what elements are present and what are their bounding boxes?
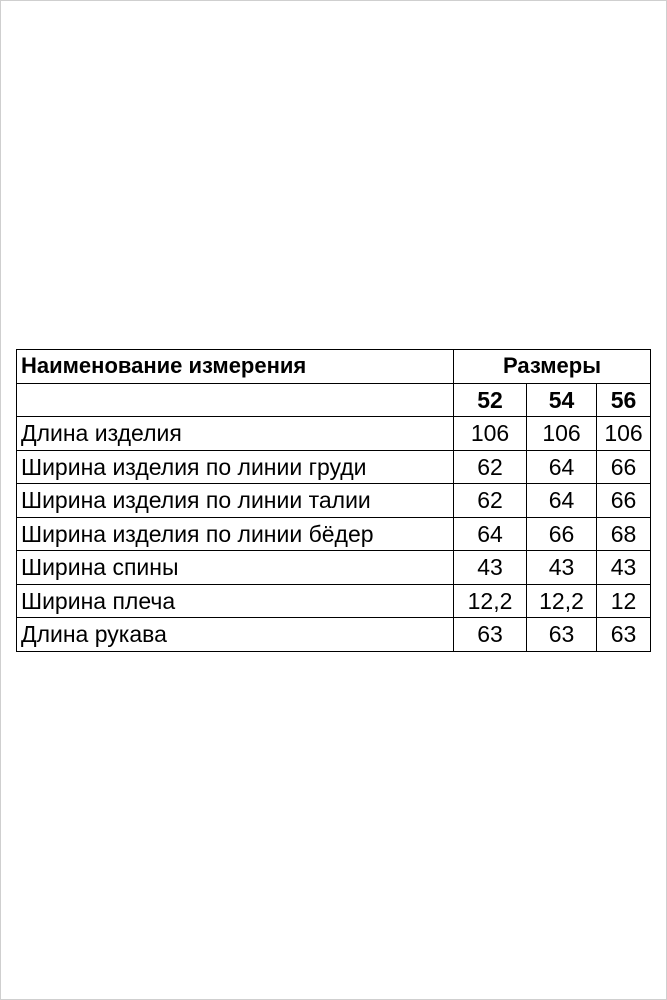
table-row	[17, 551, 651, 585]
measure-name: Ширина спины	[17, 551, 454, 585]
size-56-header: 56	[597, 383, 651, 417]
value-size-56: 66	[597, 484, 651, 518]
value-size-56: 106	[597, 417, 651, 451]
measure-name: Длина изделия	[17, 417, 454, 451]
value-size-52: 64	[454, 517, 527, 551]
sizes-header: Размеры	[454, 350, 651, 384]
value-size-56: 63	[597, 618, 651, 652]
value-size-52: 62	[454, 450, 527, 484]
table-row	[17, 484, 651, 518]
value-size-56: 68	[597, 517, 651, 551]
table-row	[17, 618, 651, 652]
table-row	[17, 517, 651, 551]
value-size-54: 63	[527, 618, 597, 652]
value-size-56: 43	[597, 551, 651, 585]
value-size-52: 43	[454, 551, 527, 585]
table-row	[17, 584, 651, 618]
size-52-header: 52	[454, 383, 527, 417]
value-size-56: 66	[597, 450, 651, 484]
value-size-54: 64	[527, 484, 597, 518]
measure-name: Ширина изделия по линии груди	[17, 450, 454, 484]
size-54-header: 54	[527, 383, 597, 417]
value-size-56: 12	[597, 584, 651, 618]
measure-name: Ширина изделия по линии талии	[17, 484, 454, 518]
value-size-52: 63	[454, 618, 527, 652]
value-size-54: 106	[527, 417, 597, 451]
measure-name-header: Наименование измерения	[17, 350, 454, 384]
value-size-52: 106	[454, 417, 527, 451]
table-row	[17, 417, 651, 451]
value-size-54: 64	[527, 450, 597, 484]
value-size-52: 62	[454, 484, 527, 518]
size-numbers-row	[17, 383, 651, 417]
value-size-54: 43	[527, 551, 597, 585]
measure-name: Ширина изделия по линии бёдер	[17, 517, 454, 551]
value-size-54: 66	[527, 517, 597, 551]
measure-name: Ширина плеча	[17, 584, 454, 618]
value-size-52: 12,2	[454, 584, 527, 618]
size-chart-table	[16, 349, 651, 652]
measure-name: Длина рукава	[17, 618, 454, 652]
value-size-54: 12,2	[527, 584, 597, 618]
header-row	[17, 350, 651, 384]
empty-header-cell	[17, 383, 454, 417]
table-row	[17, 450, 651, 484]
